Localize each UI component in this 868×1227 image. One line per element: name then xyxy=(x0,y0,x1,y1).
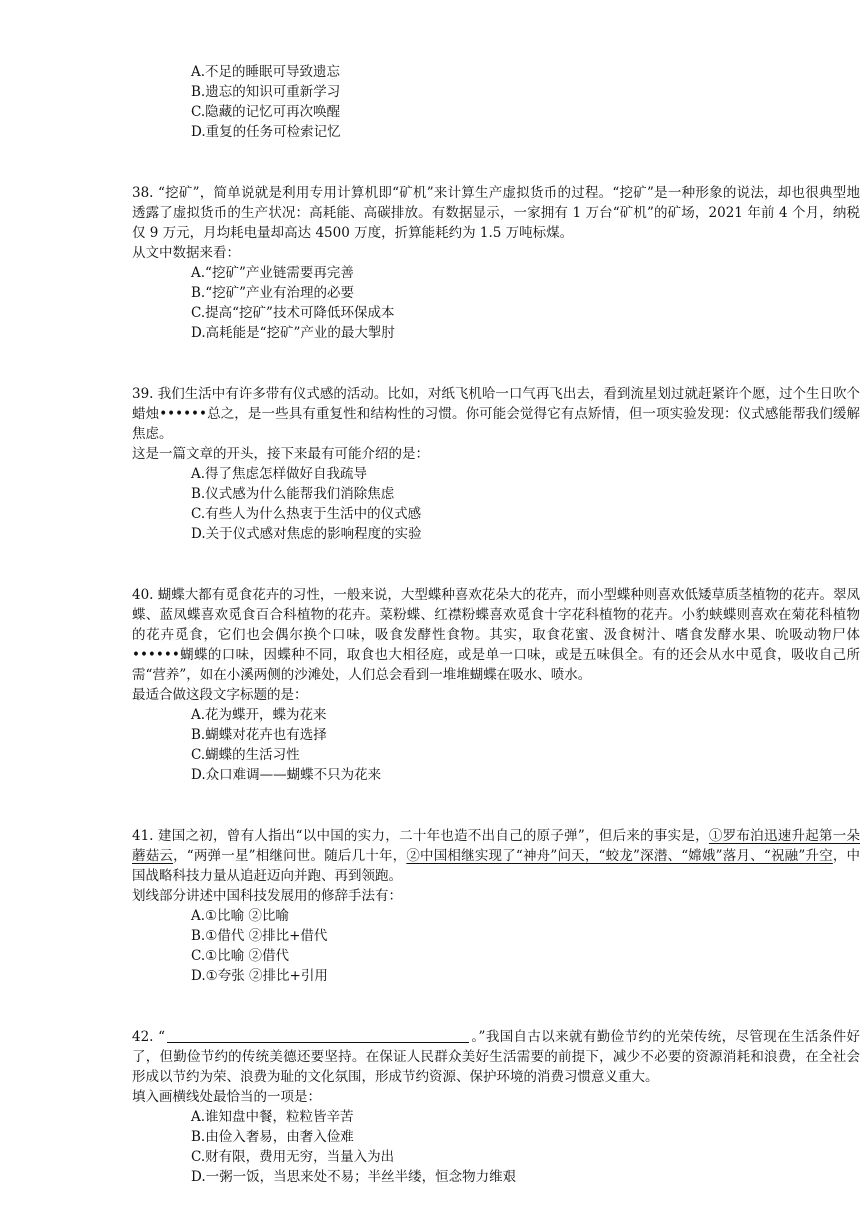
q41-text-1: 41. 建国之初，曾有人指出“以中国的实力，二十年也造不出自己的原子弹”，但后来的事实是， xyxy=(132,828,709,844)
q41-option-c[interactable]: C.①比喻 ②借代 xyxy=(191,948,290,964)
q40-stem: 最适合做这段文字标题的是： xyxy=(132,687,308,703)
q39-option-c[interactable]: C.有些人为什么热衷于生活中的仪式感 xyxy=(191,506,422,522)
fill-in-blank xyxy=(167,1028,469,1043)
q42-stem: 填入画横线处最恰当的一项是： xyxy=(132,1089,321,1105)
question-38 xyxy=(132,183,860,343)
q42-passage xyxy=(132,1027,860,1087)
q39-option-d[interactable]: D.关于仪式感对焦虑的影响程度的实验 xyxy=(191,526,422,542)
q39-passage: 39. 我们生活中有许多带有仪式感的活动。比如，对纸飞机哈一口气再飞出去，看到流星划过就赶紧许个愿，过个生日吹个蜡烛••••••总之，是一些具有重复性和结构性的习惯。你可能会觉得它有点矫情，但一项实验发现：仪式感能帮我们缓解焦虑。 xyxy=(132,386,860,442)
q41-underline-2: ②中国相继实现了“神舟”问天，“蛟龙”深潜、“嫦娥”落月、“祝融”升空 xyxy=(406,848,833,864)
q38-option-d[interactable]: D.高耗能是“挖矿”产业的最大掣肘 xyxy=(191,325,395,341)
q37-options xyxy=(132,62,860,142)
q37-option-c[interactable]: C.隐藏的记忆可再次唤醒 xyxy=(191,104,341,120)
q41-option-a[interactable]: A.①比喻 ②比喻 xyxy=(191,908,289,924)
spacer xyxy=(132,785,860,826)
spacer xyxy=(132,544,860,585)
q42-option-a[interactable]: A.谁知盘中餐，粒粒皆辛苦 xyxy=(191,1109,354,1125)
q41-option-d[interactable]: D.①夸张 ②排比+引用 xyxy=(191,968,328,984)
q41-stem: 划线部分讲述中国科技发展用的修辞手法有： xyxy=(132,888,402,904)
question-41 xyxy=(132,826,860,986)
q40-option-c[interactable]: C.蝴蝶的生活习性 xyxy=(191,747,300,763)
question-40 xyxy=(132,585,860,785)
question-39 xyxy=(132,384,860,544)
q37-option-d[interactable]: D.重复的任务可检索记忆 xyxy=(191,124,341,140)
q39-stem: 这是一篇文章的开头，接下来最有可能介绍的是： xyxy=(132,446,429,462)
spacer xyxy=(132,142,860,183)
q42-option-d[interactable]: D.一粥一饭，当思来处不易；半丝半缕，恒念物力维艰 xyxy=(191,1169,517,1185)
q37-option-b[interactable]: B.遗忘的知识可重新学习 xyxy=(191,84,341,100)
q41-underline-1: ①罗布泊迅速升起第一朵蘑菇云 xyxy=(132,828,860,864)
q40-option-d[interactable]: D.众口难调——蝴蝶不只为花来 xyxy=(191,767,382,783)
exam-page xyxy=(132,62,860,1187)
spacer xyxy=(132,986,860,1027)
q38-option-c[interactable]: C.提高“挖矿”技术可降低环保成本 xyxy=(191,305,395,321)
q38-stem: 从文中数据来看： xyxy=(132,245,240,261)
q42-option-b[interactable]: B.由俭入奢易，由奢入俭难 xyxy=(191,1129,354,1145)
q42-option-c[interactable]: C.财有限，费用无穷，当量入为出 xyxy=(191,1149,395,1165)
q39-option-a[interactable]: A.得了焦虑怎样做好自我疏导 xyxy=(191,466,368,482)
q40-passage: 40. 蝴蝶大都有觅食花卉的习性，一般来说，大型蝶种喜欢花朵大的花卉，而小型蝶种则喜欢低矮草质茎植物的花卉。翠凤蝶、蓝凤蝶喜欢觅食百合科植物的花卉。菜粉蝶、红襟粉蝶喜欢觅食十字花科植物的花卉。小豹蛱蝶则喜欢在菊花科植物的花卉觅食，它们也会偶尔换个口味，吸食发酵性食物。其实，取食花蜜、汲食树汁、嗜食发酵水果、吮吸动物尸体••••••蝴蝶的口味，因蝶种不同，取食也大相径庭，或是单一口味，或是五味俱全。有的还会从水中觅食，吸收自己所需“营养”，如在小溪两侧的沙滩处，人们总会看到一堆堆蝴蝶在吸水、喷水。 xyxy=(132,587,860,683)
q41-passage xyxy=(132,826,860,886)
q40-option-a[interactable]: A.花为蝶开，蝶为花来 xyxy=(191,707,327,723)
question-42 xyxy=(132,1027,860,1187)
spacer xyxy=(132,343,860,384)
q37-option-a[interactable]: A.不足的睡眠可导致遗忘 xyxy=(191,64,341,80)
q40-option-b[interactable]: B.蝴蝶对花卉也有选择 xyxy=(191,727,327,743)
q38-option-b[interactable]: B.“挖矿”产业有治理的必要 xyxy=(191,285,355,301)
q41-text-3: ，中国战略科技力量从追赶迈向并跑、再到领跑。 xyxy=(132,848,861,884)
q42-prefix: 42. “ xyxy=(132,1029,166,1045)
q38-option-a[interactable]: A.“挖矿”产业链需要再完善 xyxy=(191,265,354,281)
q38-passage: 38. “挖矿”，简单说就是利用专用计算机即“矿机”来计算生产虚拟货币的过程。“挖矿”是一种形象的说法，却也很典型地透露了虚拟货币的生产状况：高耗能、高碳排放。有数据显示，一家拥有 1 万台“矿机”的矿场，2021 年前 4 个月，纳税仅 9 万元，月均耗电量却高达 4500 万度，折算能耗约为 1.5 万吨标煤。 xyxy=(132,185,860,241)
q39-option-b[interactable]: B.仪式感为什么能帮我们消除焦虑 xyxy=(191,486,395,502)
q41-option-b[interactable]: B.①借代 ②排比+借代 xyxy=(191,928,328,944)
q42-suffix: 。”我国自古以来就有勤俭节约的光荣传统，尽管现在生活条件好了，但勤俭节约的传统美德还要坚持。在保证人民群众美好生活需要的前提下，减少不必要的资源消耗和浪费，在全社会形成以节约为荣、浪费为耻的文化氛围，形成节约资源、保护环境的消费习惯意义重大。 xyxy=(132,1029,860,1085)
q41-text-2: ，“两弹一星”相继问世。随后几十年， xyxy=(173,848,407,864)
